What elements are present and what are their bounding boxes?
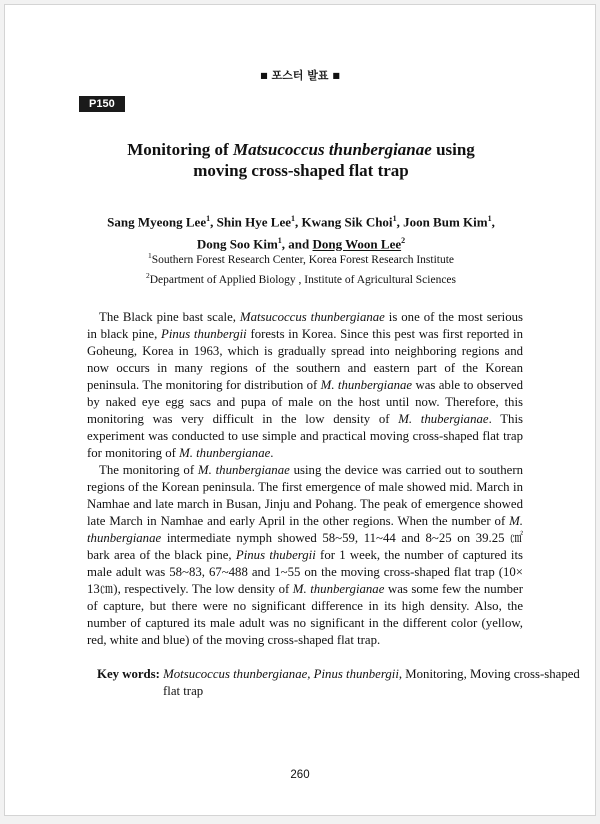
author-separator: ,	[295, 214, 302, 230]
text-run: The monitoring of	[99, 463, 198, 477]
keywords	[97, 666, 591, 700]
species-name: M. thunbergianae	[197, 463, 290, 477]
species-name: Pinus thunbergii	[161, 327, 247, 341]
abstract-paragraph-2	[87, 462, 523, 649]
author-separator: ,	[210, 214, 217, 230]
author: Sang Myeong Lee	[107, 214, 207, 230]
section-label: 포스터 발표	[271, 69, 329, 82]
author-separator: ,	[491, 214, 495, 230]
author-affiliation-mark: 1	[487, 214, 492, 223]
species-name: M. thunbergianae	[292, 582, 385, 596]
affiliation-text: Department of Applied Biology , Institute of Agricultural Sciences	[149, 273, 457, 286]
text-run: is one of the most serious in black pine,	[87, 310, 523, 341]
section-marker-left: ■	[260, 71, 268, 80]
section-marker-right: ■	[332, 71, 340, 80]
text-run: . This experiment was conducted to use simple and practical moving cross-shaped flat trap for monitoring of	[87, 412, 523, 460]
poster-code-badge: P150	[79, 96, 125, 112]
species-name: Pinus thubergii	[235, 548, 316, 562]
author-separator: ,	[396, 214, 404, 230]
text-run: for 1 week, the number of captured its male adult was 58~83, 67~488 and 1~55 on the moving cross-shaped flat trap (10× 13㎝), respectively. The low density of	[87, 548, 523, 596]
text-run: was some few the number of capture, but there were no significant difference in its high density. Also, the number of captured its male adult was no significant in the different color (yellow, red, white and blue) of the moving cross-shaped flat trap.	[87, 582, 523, 647]
keywords-species: Motsucoccus thunbergianae, Pinus thunbergii	[163, 667, 399, 681]
species-name: M. thunbergianae	[320, 378, 413, 392]
title-species: Matsucoccus thunbergianae	[232, 140, 432, 159]
author-affiliation-mark: 1	[277, 236, 282, 246]
author: Dong Soo Kim	[196, 236, 278, 252]
species-name: M. thubergianae	[398, 412, 489, 426]
affiliation-text: Southern Forest Research Center, Korea Forest Research Institute	[151, 253, 455, 266]
text-run: .	[270, 446, 274, 460]
author: Shin Hye Lee	[216, 214, 292, 230]
author-affiliation-mark: 2	[401, 236, 406, 246]
text-run: forests in Korea. Since this pest was first reported in Goheung, Korea in 1963, which is gradually spread into neighboring regions and now occurs in many regions of the southern and eastern part of the Korean peninsula. The monitoring for distribution of	[87, 327, 523, 392]
affiliation	[65, 268, 537, 288]
text-run: was able to observed by naked eye egg sacs and pupa of male on the host until now. Therefore, this monitoring was very difficult in the low density of	[87, 378, 523, 426]
affiliation-list	[65, 248, 537, 288]
author-list	[65, 209, 537, 254]
author-affiliation-mark: 1	[291, 214, 296, 223]
paper-page	[4, 4, 596, 816]
corresponding-author: Dong Woon Lee	[312, 236, 402, 252]
author-affiliation-mark: 1	[392, 214, 397, 223]
author: Kwang Sik Choi	[301, 214, 393, 230]
title-part-1: Monitoring of	[127, 140, 233, 159]
text-run: intermediate nymph showed 58~59, 11~44 and 8~25 on 39.25 ㎠ bark area of the black pine,	[87, 531, 523, 562]
abstract	[87, 309, 523, 649]
title-line-2: moving cross-shaped flat trap	[193, 161, 409, 180]
text-run: The Black pine bast scale,	[99, 310, 240, 324]
author: Joon Bum Kim	[403, 214, 488, 230]
title-part-2: using	[431, 140, 475, 159]
keywords-rest: , Monitoring, Moving cross-shaped flat trap	[163, 667, 580, 698]
affiliation	[65, 248, 537, 268]
author-separator: , and	[281, 236, 313, 252]
species-name: M. thunbergianae	[87, 514, 523, 545]
section-header	[5, 67, 595, 83]
affiliation-number: 2	[145, 270, 150, 280]
keywords-label: Key words:	[97, 667, 164, 681]
author-affiliation-mark: 1	[206, 214, 211, 223]
species-name: Matsucoccus thunbergianae	[239, 310, 385, 324]
abstract-paragraph-1	[87, 309, 523, 462]
page-number: 260	[290, 769, 310, 781]
text-run: using the device was carried out to southern regions of the Korean peninsula. The first emergence of male showed mid. March in Namhae and late march in Busan, Jinju and Pohang. The peak of emergence showed late March in Namhae and early April in the other regions. When the number of	[87, 463, 523, 528]
paper-title	[65, 139, 537, 181]
species-name: M. thunbergianae	[179, 446, 271, 460]
affiliation-number: 1	[147, 251, 152, 260]
